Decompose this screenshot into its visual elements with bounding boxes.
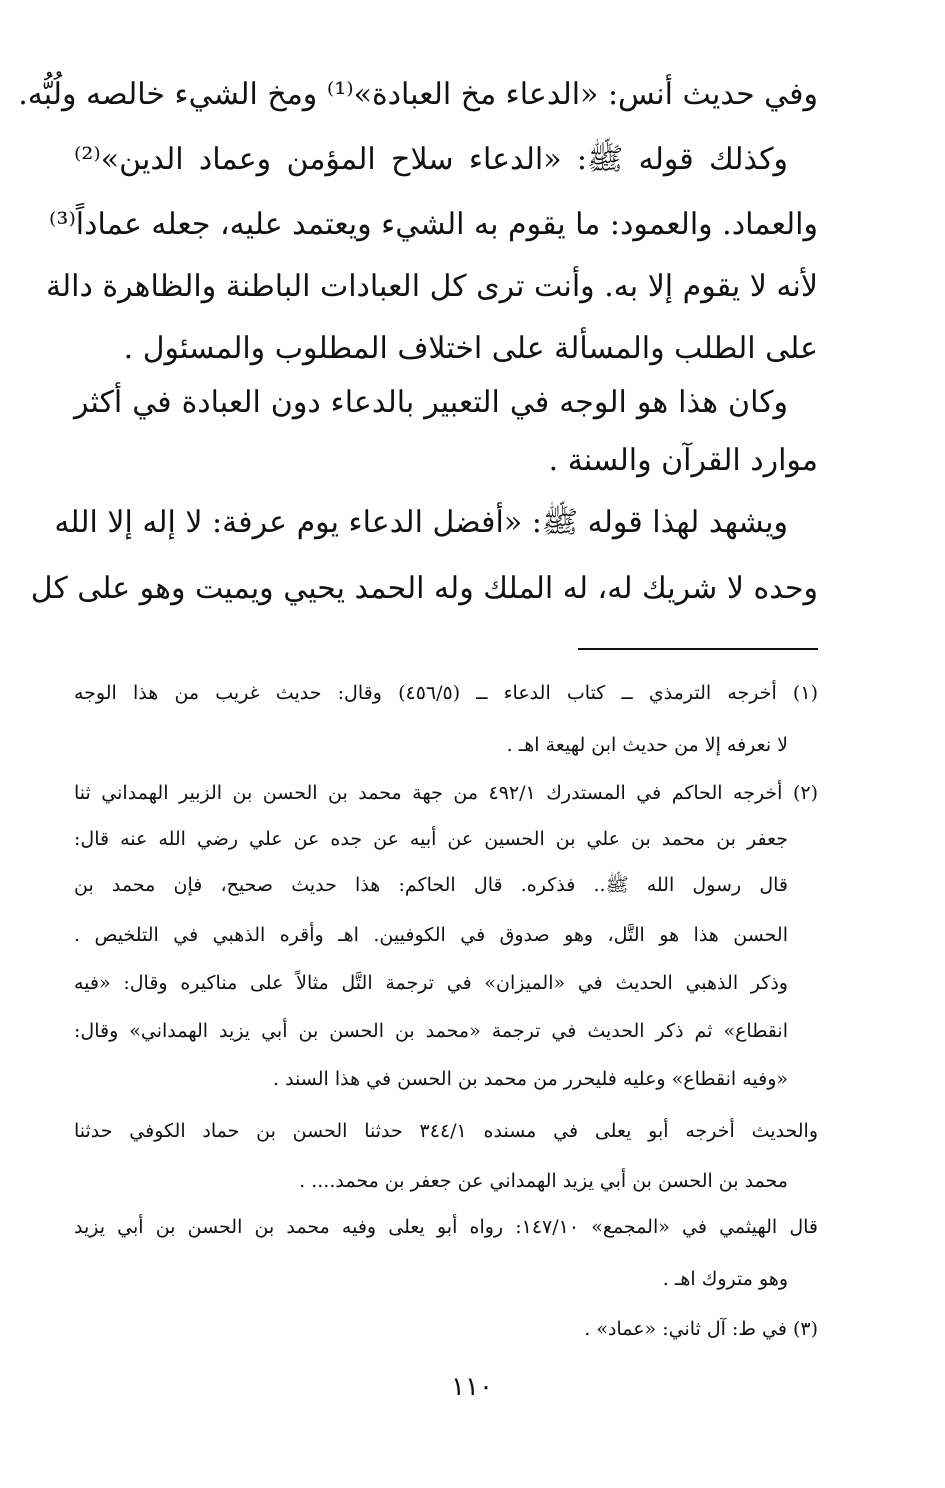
main-text-line: على الطلب والمسألة على اختلاف المطلوب والمسئول .: [123, 331, 818, 366]
footnote-line: الحسن هذا هو التَّل، وهو صدوق في الكوفيين. اهـ وأقره الذهبي في التلخيص .: [74, 924, 788, 946]
footnote-line: قال الهيثمي في «المجمع» ١٤٧/١٠: رواه أبو يعلى وفيه محمد بن الحسن بن أبي يزيد: [74, 1216, 818, 1238]
footnote-line: والحديث أخرجه أبو يعلى في مسنده ٣٤٤/١ حدثنا الحسن بن حماد الكوفي حدثنا: [74, 1120, 818, 1142]
footnote-line: محمد بن الحسن بن أبي يزيد الهمداني عن جعفر بن محمد.... .: [299, 1170, 788, 1192]
main-text-line: والعماد. والعمود: ما يقوم به الشيء ويعتمد عليه، جعله عماداً⁽³⁾: [49, 207, 818, 242]
main-text-line: ويشهد لهذا قوله ﷺ: «أفضل الدعاء يوم عرفة: لا إله إلا الله: [54, 505, 788, 540]
footnote-line: (٣) في ط: آل ثاني: «عماد» .: [584, 1318, 818, 1340]
main-text-line: موارد القرآن والسنة .: [548, 443, 818, 478]
footnote-line: وذكر الذهبي الحديث في «الميزان» في ترجمة التَّل مثالاً على مناكيره وقال: «فيه: [74, 972, 788, 994]
footnote-line: جعفر بن محمد بن علي بن الحسين عن أبيه عن جده عن علي رضي الله عنه قال:: [74, 828, 788, 850]
main-text-line: وحده لا شريك له، له الملك وله الحمد يحيي ويميت وهو على كل: [30, 571, 818, 606]
footnote-line: وهو متروك اهـ .: [662, 1268, 788, 1290]
footnote-line: انقطاع» ثم ذكر الحديث في ترجمة «محمد بن الحسن بن أبي يزيد الهمداني» وقال:: [74, 1020, 788, 1042]
footnote-line: (٢) أخرجه الحاكم في المستدرك ٤٩٢/١ من جهة محمد بن الحسن بن الزبير الهمداني ثنا: [74, 782, 819, 804]
main-text-line: لأنه لا يقوم إلا به. وأنت ترى كل العبادات الباطنة والظاهرة دالة: [45, 269, 818, 304]
main-text-line: وكان هذا هو الوجه في التعبير بالدعاء دون العبادة في أكثر: [74, 385, 788, 420]
footnote-line: لا نعرفه إلا من حديث ابن لهيعة اهـ .: [506, 734, 788, 756]
footnote-line: «وفيه انقطاع» وعليه فليحرر من محمد بن الحسن في هذا السند .: [273, 1068, 788, 1090]
page-number: ١١٠: [451, 1372, 493, 1402]
footnote-separator: [578, 648, 818, 650]
main-text-line: وفي حديث أنس: «الدعاء مخ العبادة»⁽¹⁾ ومخ الشيء خالصه ولُبُّه.: [18, 77, 818, 112]
main-text-line: وكذلك قوله ﷺ: «الدعاء سلاح المؤمن وعماد الدين»⁽²⁾: [74, 142, 788, 177]
footnote-line: (١) أخرجه الترمذي ــ كتاب الدعاء ــ (٤٥٦/٥) وقال: حديث غريب من هذا الوجه: [74, 682, 818, 704]
footnote-line: قال رسول الله ﷺ.. فذكره. قال الحاكم: هذا حديث صحيح، فإن محمد بن: [74, 874, 788, 896]
